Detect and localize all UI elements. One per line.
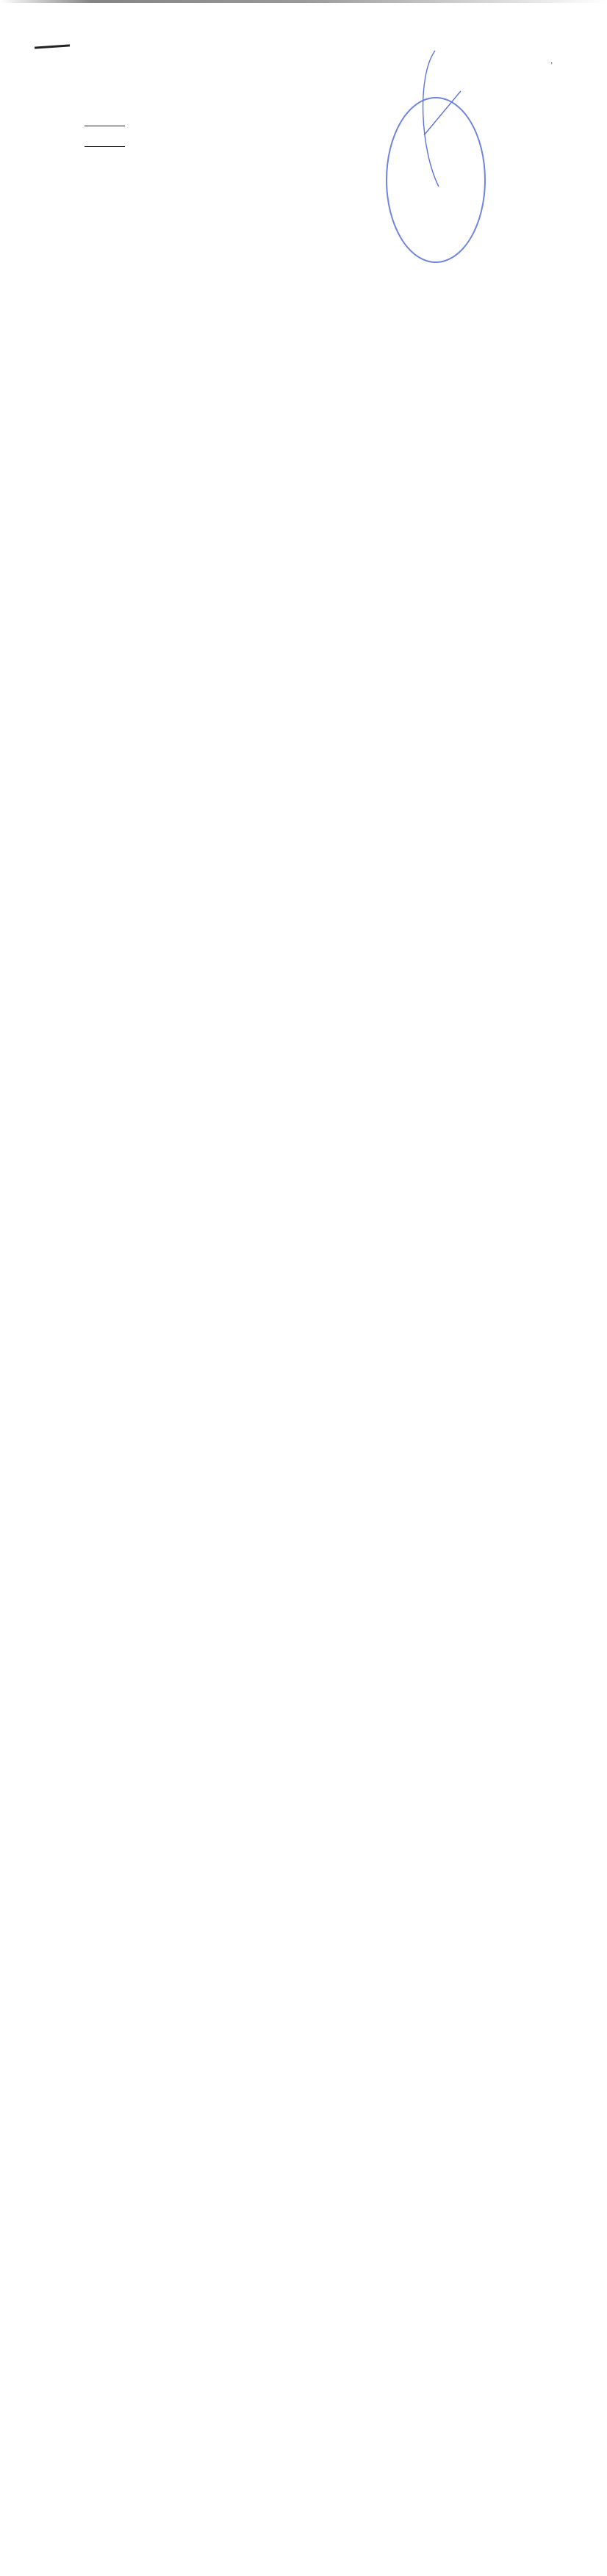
rep-number-line (85, 113, 125, 134)
scan-mark (35, 44, 70, 48)
scan-edge (0, 0, 607, 3)
scan-tick: , (550, 57, 553, 65)
stamp-flourish (402, 47, 468, 194)
kol-number-line (85, 134, 125, 154)
kol-number (85, 146, 125, 147)
header-block (85, 113, 125, 154)
notary-stamp (386, 97, 486, 263)
page-1 (0, 0, 607, 859)
